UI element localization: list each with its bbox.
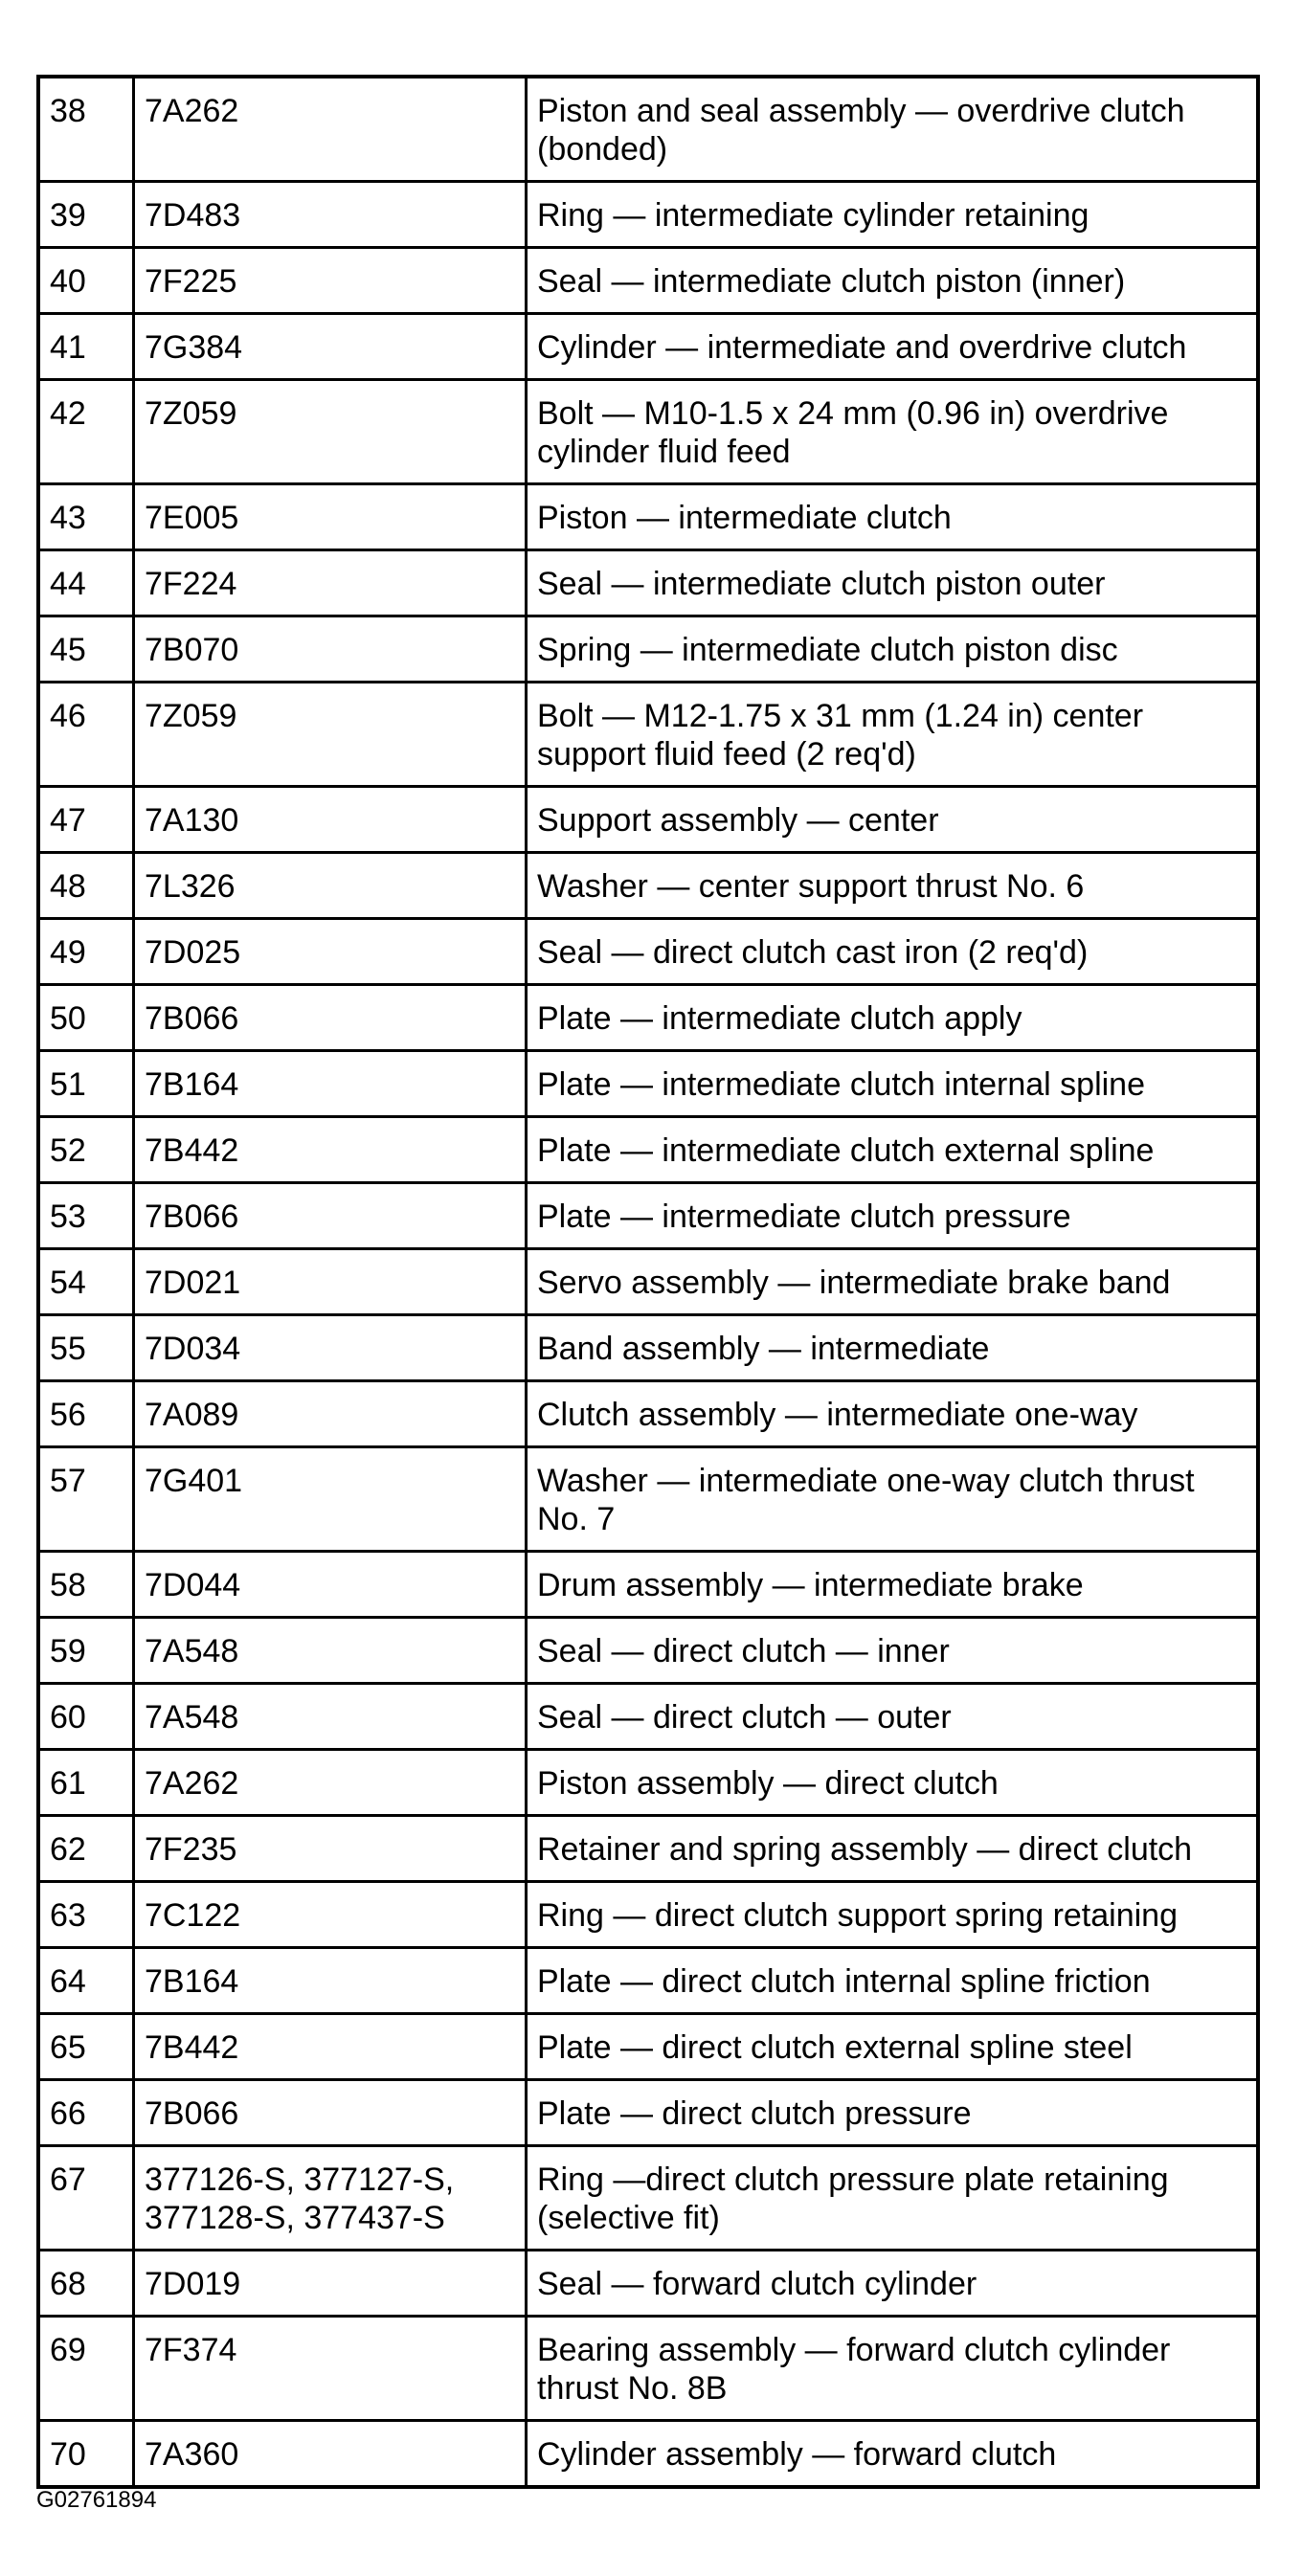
item-number-cell: 67 [38, 2146, 134, 2251]
item-number-cell: 68 [38, 2251, 134, 2317]
table-row [38, 77, 1258, 182]
part-number-cell: 7A548 [134, 1684, 527, 1750]
description-cell: Ring — intermediate cylinder retaining [527, 182, 1259, 248]
part-number-cell: 7A262 [134, 77, 527, 182]
part-number-cell: 7A089 [134, 1381, 527, 1447]
description-cell: Plate — direct clutch internal spline friction [527, 1948, 1259, 2014]
part-number-cell: 7B164 [134, 1948, 527, 2014]
item-number-cell: 44 [38, 550, 134, 616]
item-number-cell: 63 [38, 1882, 134, 1948]
description-cell: Plate — intermediate clutch apply [527, 985, 1259, 1051]
item-number-cell: 70 [38, 2421, 134, 2488]
description-cell: Ring — direct clutch support spring retaining [527, 1882, 1259, 1948]
item-number-cell: 50 [38, 985, 134, 1051]
item-number-cell: 46 [38, 683, 134, 787]
table-row [38, 314, 1258, 380]
description-cell: Piston assembly — direct clutch [527, 1750, 1259, 1816]
part-number-cell: 7F374 [134, 2317, 527, 2421]
description-cell: Bearing assembly — forward clutch cylinder thrust No. 8B [527, 2317, 1259, 2421]
part-number-cell: 7B070 [134, 616, 527, 683]
description-cell: Ring —direct clutch pressure plate retaining (selective fit) [527, 2146, 1259, 2251]
description-cell: Piston and seal assembly — overdrive clutch (bonded) [527, 77, 1259, 182]
description-cell: Band assembly — intermediate [527, 1315, 1259, 1381]
table-row [38, 1381, 1258, 1447]
table-row [38, 1882, 1258, 1948]
table-row [38, 1552, 1258, 1618]
description-cell: Seal — intermediate clutch piston outer [527, 550, 1259, 616]
part-number-cell: 377126-S, 377127-S, 377128-S, 377437-S [134, 2146, 527, 2251]
item-number-cell: 54 [38, 1249, 134, 1315]
description-cell: Washer — center support thrust No. 6 [527, 853, 1259, 919]
table-row [38, 2014, 1258, 2080]
description-cell: Cylinder — intermediate and overdrive clutch [527, 314, 1259, 380]
item-number-cell: 57 [38, 1447, 134, 1552]
item-number-cell: 55 [38, 1315, 134, 1381]
item-number-cell: 40 [38, 248, 134, 314]
description-cell: Plate — intermediate clutch external spline [527, 1117, 1259, 1183]
table-row [38, 2317, 1258, 2421]
item-number-cell: 58 [38, 1552, 134, 1618]
description-cell: Clutch assembly — intermediate one-way [527, 1381, 1259, 1447]
item-number-cell: 61 [38, 1750, 134, 1816]
item-number-cell: 41 [38, 314, 134, 380]
table-row [38, 380, 1258, 484]
description-cell: Bolt — M12-1.75 x 31 mm (1.24 in) center support fluid feed (2 req'd) [527, 683, 1259, 787]
table-row [38, 683, 1258, 787]
table-row [38, 2421, 1258, 2488]
part-number-cell: 7L326 [134, 853, 527, 919]
table-row [38, 1183, 1258, 1249]
item-number-cell: 69 [38, 2317, 134, 2421]
table-row [38, 2146, 1258, 2251]
item-number-cell: 39 [38, 182, 134, 248]
table-row [38, 1447, 1258, 1552]
part-number-cell: 7B442 [134, 2014, 527, 2080]
figure-id: G02761894 [36, 2487, 157, 2513]
part-number-cell: 7F224 [134, 550, 527, 616]
table-row [38, 1051, 1258, 1117]
table-row [38, 1618, 1258, 1684]
parts-table-body [38, 77, 1258, 2487]
part-number-cell: 7Z059 [134, 683, 527, 787]
item-number-cell: 45 [38, 616, 134, 683]
table-row [38, 853, 1258, 919]
description-cell: Spring — intermediate clutch piston disc [527, 616, 1259, 683]
part-number-cell: 7Z059 [134, 380, 527, 484]
part-number-cell: 7D019 [134, 2251, 527, 2317]
item-number-cell: 48 [38, 853, 134, 919]
description-cell: Washer — intermediate one-way clutch thrust No. 7 [527, 1447, 1259, 1552]
part-number-cell: 7D483 [134, 182, 527, 248]
part-number-cell: 7B066 [134, 2080, 527, 2146]
table-row [38, 1315, 1258, 1381]
table-row [38, 484, 1258, 550]
table-row [38, 1948, 1258, 2014]
description-cell: Plate — direct clutch pressure [527, 2080, 1259, 2146]
item-number-cell: 49 [38, 919, 134, 985]
item-number-cell: 66 [38, 2080, 134, 2146]
item-number-cell: 51 [38, 1051, 134, 1117]
description-cell: Seal — forward clutch cylinder [527, 2251, 1259, 2317]
part-number-cell: 7A548 [134, 1618, 527, 1684]
part-number-cell: 7G401 [134, 1447, 527, 1552]
description-cell: Plate — intermediate clutch pressure [527, 1183, 1259, 1249]
part-number-cell: 7A262 [134, 1750, 527, 1816]
description-cell: Plate — direct clutch external spline steel [527, 2014, 1259, 2080]
part-number-cell: 7B066 [134, 985, 527, 1051]
part-number-cell: 7E005 [134, 484, 527, 550]
item-number-cell: 43 [38, 484, 134, 550]
description-cell: Piston — intermediate clutch [527, 484, 1259, 550]
table-row [38, 985, 1258, 1051]
description-cell: Bolt — M10-1.5 x 24 mm (0.96 in) overdrive cylinder fluid feed [527, 380, 1259, 484]
item-number-cell: 59 [38, 1618, 134, 1684]
item-number-cell: 47 [38, 787, 134, 853]
item-number-cell: 38 [38, 77, 134, 182]
part-number-cell: 7D034 [134, 1315, 527, 1381]
description-cell: Seal — direct clutch — inner [527, 1618, 1259, 1684]
part-number-cell: 7A130 [134, 787, 527, 853]
table-row [38, 919, 1258, 985]
description-cell: Seal — direct clutch — outer [527, 1684, 1259, 1750]
description-cell: Seal — intermediate clutch piston (inner) [527, 248, 1259, 314]
part-number-cell: 7C122 [134, 1882, 527, 1948]
description-cell: Plate — intermediate clutch internal spline [527, 1051, 1259, 1117]
item-number-cell: 62 [38, 1816, 134, 1882]
part-number-cell: 7F235 [134, 1816, 527, 1882]
part-number-cell: 7B066 [134, 1183, 527, 1249]
description-cell: Drum assembly — intermediate brake [527, 1552, 1259, 1618]
description-cell: Retainer and spring assembly — direct clutch [527, 1816, 1259, 1882]
table-row [38, 1750, 1258, 1816]
table-row [38, 1816, 1258, 1882]
parts-table [36, 75, 1260, 2489]
item-number-cell: 64 [38, 1948, 134, 2014]
part-number-cell: 7D044 [134, 1552, 527, 1618]
table-row [38, 248, 1258, 314]
item-number-cell: 53 [38, 1183, 134, 1249]
part-number-cell: 7F225 [134, 248, 527, 314]
part-number-cell: 7A360 [134, 2421, 527, 2488]
item-number-cell: 60 [38, 1684, 134, 1750]
table-row [38, 2251, 1258, 2317]
table-row [38, 1684, 1258, 1750]
part-number-cell: 7G384 [134, 314, 527, 380]
part-number-cell: 7B442 [134, 1117, 527, 1183]
item-number-cell: 42 [38, 380, 134, 484]
description-cell: Seal — direct clutch cast iron (2 req'd) [527, 919, 1259, 985]
description-cell: Cylinder assembly — forward clutch [527, 2421, 1259, 2488]
table-row [38, 182, 1258, 248]
table-row [38, 1117, 1258, 1183]
part-number-cell: 7D025 [134, 919, 527, 985]
table-row [38, 2080, 1258, 2146]
description-cell: Servo assembly — intermediate brake band [527, 1249, 1259, 1315]
part-number-cell: 7D021 [134, 1249, 527, 1315]
item-number-cell: 56 [38, 1381, 134, 1447]
part-number-cell: 7B164 [134, 1051, 527, 1117]
item-number-cell: 65 [38, 2014, 134, 2080]
table-row [38, 616, 1258, 683]
item-number-cell: 52 [38, 1117, 134, 1183]
table-row [38, 1249, 1258, 1315]
table-row [38, 787, 1258, 853]
description-cell: Support assembly — center [527, 787, 1259, 853]
table-row [38, 550, 1258, 616]
